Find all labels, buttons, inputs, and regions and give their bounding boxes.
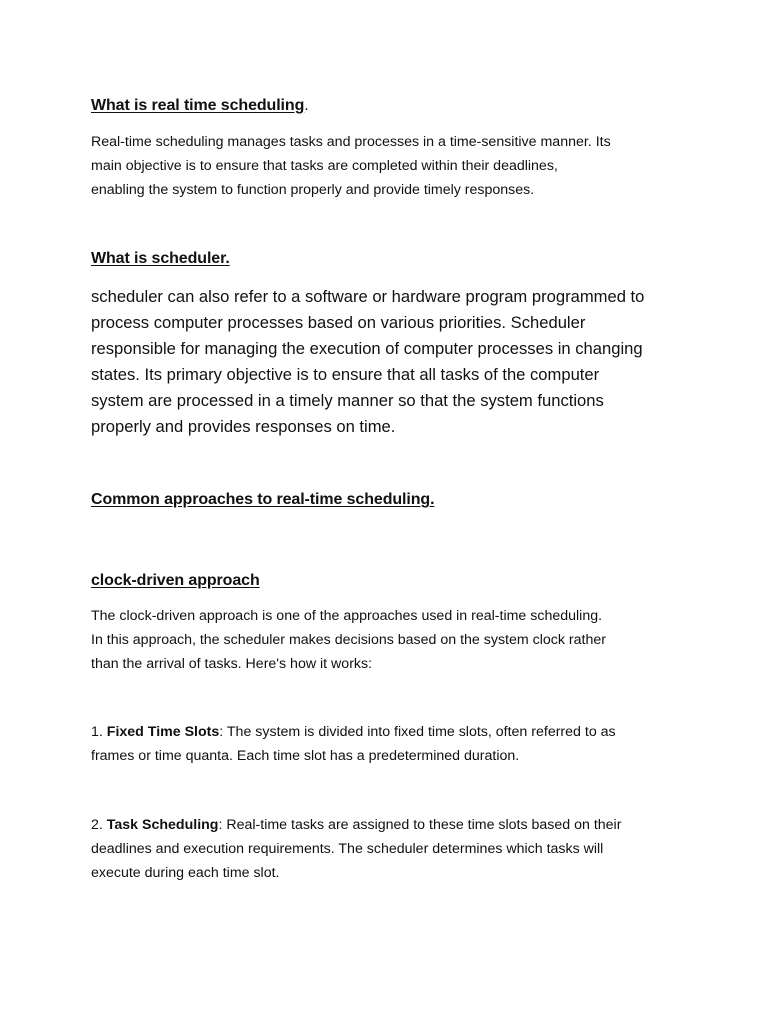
list-item-term: Fixed Time Slots [106,724,220,740]
heading-common-approaches-text: Common approaches to real-time scheduling. [91,491,435,508]
list-item-fixed-time-slots [91,720,691,768]
section-common-approaches [91,489,691,511]
list-item-term: Task Scheduling [106,817,219,833]
list-item-text: : The system is divided into fixed time slots, often referred to as [219,724,616,740]
paragraph-line: main objective is to ensure that tasks are completed within their deadlines, [91,158,558,174]
paragraph-line: process computer processes based on various priorities. Scheduler [91,313,586,332]
paragraph-line: The clock-driven approach is one of the approaches used in real-time scheduling. [91,608,603,624]
list-item-line [91,813,691,837]
paragraph-line: Real-time scheduling manages tasks and processes in a time-sensitive manner. Its [91,134,611,150]
section-realtime-scheduling [91,95,691,117]
list-item-number: 1. [91,724,107,740]
heading-realtime-scheduling [91,95,691,117]
heading-realtime-scheduling-text: What is real time scheduling [91,97,305,114]
paragraph-line: properly and provides responses on time. [91,417,396,436]
paragraph-line: In this approach, the scheduler makes decisions based on the system clock rather [91,632,606,648]
heading-scheduler-text: What is scheduler. [91,250,230,267]
paragraph-scheduler [91,284,691,440]
heading-realtime-scheduling-suffix: . [304,97,309,114]
paragraph-line: than the arrival of tasks. Here's how it works: [91,656,373,672]
heading-clock-driven [91,570,691,592]
list-item-text: : Real-time tasks are assigned to these time slots based on their [218,817,622,833]
section-scheduler [91,248,691,270]
list-item-number: 2. [91,817,107,833]
heading-common-approaches [91,489,691,511]
heading-scheduler [91,248,691,270]
paragraph-realtime-scheduling [91,130,691,202]
list-item-task-scheduling [91,813,691,885]
paragraph-line: enabling the system to function properly and provide timely responses. [91,182,535,198]
section-clock-driven [91,570,691,592]
heading-clock-driven-text: clock-driven approach [91,572,260,589]
paragraph-line: responsible for managing the execution of computer processes in changing [91,339,643,358]
list-item-line: deadlines and execution requirements. The scheduler determines which tasks will [91,841,604,857]
paragraph-clock-driven [91,604,691,676]
paragraph-line: system are processed in a timely manner so that the system functions [91,391,604,410]
paragraph-line: states. Its primary objective is to ensure that all tasks of the computer [91,365,600,384]
list-item-line: execute during each time slot. [91,865,280,881]
list-item-line [91,720,691,744]
list-item-line: frames or time quanta. Each time slot has a predetermined duration. [91,748,520,764]
paragraph-line: scheduler can also refer to a software or hardware program programmed to [91,287,645,306]
